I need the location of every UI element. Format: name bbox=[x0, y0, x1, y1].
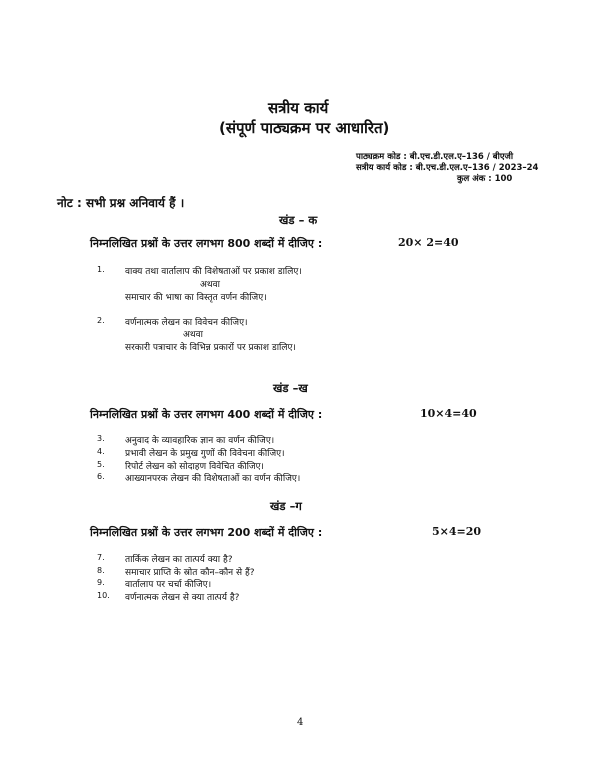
question-text: वर्णनात्मक लेखन से क्या तात्पर्य है? bbox=[125, 593, 240, 603]
question-text: वार्तालाप पर चर्चा कीजिए। bbox=[125, 580, 212, 590]
question-text: प्रभावी लेखन के प्रमुख गुणों की विवेचना कीजिए। bbox=[125, 449, 285, 459]
section-instruction-b: निम्नलिखित प्रश्नों के उत्तर लगभग 400 शब्दों में दीजिए : bbox=[90, 408, 323, 421]
question-text: वाक्य तथा वार्तालाप की विशेषताओं पर प्रकाश डालिए। bbox=[125, 267, 302, 277]
question-text: अनुवाद के व्यावहारिक ज्ञान का वर्णन कीजिए। bbox=[125, 436, 275, 446]
note: नोट : सभी प्रश्न अनिवार्य हैं । bbox=[57, 196, 185, 210]
assignment-code: सत्रीय कार्य कोड : बी.एच.डी.एल.ए–136 / 2023–24 bbox=[356, 163, 539, 173]
course-code: पाठ्यक्रम कोड : बी.एच.डी.एल.ए–136 / बीएजी bbox=[356, 152, 514, 162]
question-number: 2. bbox=[97, 316, 105, 325]
question-text-alternative: समाचार की भाषा का विस्तृत वर्णन कीजिए। bbox=[125, 293, 267, 303]
section-instruction-a: निम्नलिखित प्रश्नों के उत्तर लगभग 800 शब्दों में दीजिए : bbox=[90, 237, 323, 250]
question-text: तार्किक लेखन का तात्पर्य क्या है? bbox=[125, 555, 233, 565]
question-text: रिपोर्ट लेखन को सोदाहण विवेचित कीजिए। bbox=[125, 462, 264, 472]
section-instruction-c: निम्नलिखित प्रश्नों के उत्तर लगभग 200 शब्दों में दीजिए : bbox=[90, 526, 323, 539]
question-number: 6. bbox=[97, 472, 105, 481]
question-number: 3. bbox=[97, 434, 105, 443]
question-number: 10. bbox=[97, 591, 110, 600]
section-heading-a: खंड – क bbox=[279, 213, 318, 227]
question-text-alternative: सरकारी पत्राचार के विभिन्न प्रकारों पर प्रकाश डालिए। bbox=[125, 343, 296, 353]
section-heading-b: खंड –ख bbox=[273, 381, 308, 395]
or-separator: अथवा bbox=[200, 280, 220, 290]
question-number: 1. bbox=[97, 265, 105, 274]
question-number: 5. bbox=[97, 460, 105, 469]
question-number: 8. bbox=[97, 566, 105, 575]
assignment-subtitle: (संपूर्ण पाठ्यक्रम पर आधारित) bbox=[219, 119, 390, 137]
question-text: वर्णनात्मक लेखन का विवेचन कीजिए। bbox=[125, 318, 248, 328]
total-marks: कुल अंक : 100 bbox=[457, 174, 513, 184]
question-text: समाचार प्राप्ति के स्रोत कौन–कौन से हैं? bbox=[125, 568, 255, 578]
page-number: 4 bbox=[297, 717, 304, 728]
section-marks-a: 20× 2=40 bbox=[398, 236, 459, 249]
question-number: 7. bbox=[97, 553, 105, 562]
question-number: 4. bbox=[97, 447, 105, 456]
section-heading-c: खंड –ग bbox=[270, 499, 302, 513]
question-text: आख्यानपरक लेखन की विशेषताओं का वर्णन कीजिए। bbox=[125, 474, 301, 484]
or-separator: अथवा bbox=[183, 330, 203, 340]
question-number: 9. bbox=[97, 578, 105, 587]
assignment-title: सत्रीय कार्य bbox=[268, 99, 329, 117]
section-marks-c: 5×4=20 bbox=[432, 525, 482, 538]
section-marks-b: 10×4=40 bbox=[420, 407, 477, 420]
